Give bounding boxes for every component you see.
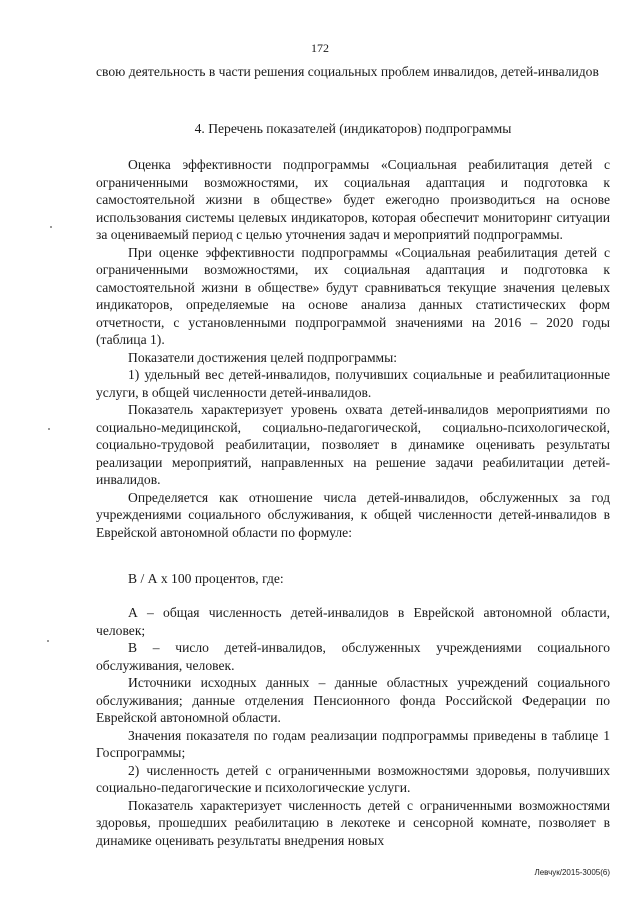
paragraph: Оценка эффективности подпрограммы «Социальная реабилитация детей с ограниченными возможностями, их социальная адаптация и подготовка к самостоятельной жизни в обществе» будет ежегодно производиться на основе использования системы целевых индикаторов, которая обеспечит мониторинг ситуации за оцениваемый период с целью уточнения задач и мероприятий подпрограммы. <box>96 157 610 242</box>
paragraph: Показатель характеризует уровень охвата детей-инвалидов мероприятиями по социально-медицинской, социально-педагогической, социально-психологической, социально-трудовой реабилитации, позволяет в динамике оценивать результаты реализации мероприятий, направленных на решение задачи реабилитации детей-инвалидов. <box>96 402 610 487</box>
paragraph: При оценке эффективности подпрограммы «Социальная реабилитация детей с ограниченными возможностями, их социальная адаптация и подготовка к самостоятельной жизни в обществе» будут сравниваться текущие значения целевых индикаторов, определяемые на основе анализа данных статистических форм отчетности, с установленными подпрограммой значениями на 2016 – 2020 годы (таблица 1). <box>96 244 610 347</box>
section-title-block <box>96 120 610 138</box>
section-title: 4. Перечень показателей (индикаторов) подпрограммы <box>194 121 512 136</box>
paragraph: Показатели достижения целей подпрограммы: <box>128 349 398 365</box>
paragraph: 1) удельный вес детей-инвалидов, получивших социальные и реабилитационные услуги, в общей численности детей-инвалидов. <box>96 367 610 400</box>
definition: В – число детей-инвалидов, обслуженных учреждениями социального обслуживания, человек. <box>96 640 610 673</box>
body-text <box>96 156 610 541</box>
scan-mark <box>48 428 50 430</box>
definition: Значения показателя по годам реализации подпрограммы приведены в таблице 1 Госпрограммы; <box>96 727 610 760</box>
continuation-paragraph: свою деятельность в части решения социальных проблем инвалидов, детей-инвалидов <box>96 64 599 79</box>
definition: Источники исходных данных – данные областных учреждений социального обслуживания; данные отделения Пенсионного фонда Российской Федерации по Еврейской автономной области. <box>96 675 610 725</box>
continuation-text <box>96 63 610 81</box>
page-number: 172 <box>311 41 329 55</box>
scan-mark <box>47 640 49 642</box>
document-code: Левчук/2015-3005(6) <box>534 868 610 877</box>
scan-mark <box>50 226 52 228</box>
definitions-text <box>96 604 610 849</box>
formula-block <box>96 570 610 588</box>
definition: Показатель характеризует численность детей с ограниченными возможностями здоровья, прошедших реабилитацию в лекотеке и сенсорной комнате, позволяет в динамике оценивать результаты внедрения новых <box>96 797 610 848</box>
definition: А – общая численность детей-инвалидов в Еврейской автономной области, человек; <box>96 605 610 638</box>
definition: 2) численность детей с ограниченными возможностями здоровья, получивших социально-педагогические и психологические услуги. <box>96 762 610 795</box>
paragraph: Определяется как отношение числа детей-инвалидов, обслуженных за год учреждениями социального обслуживания, к общей численности детей-инвалидов в Еврейской автономной области по формуле: <box>96 489 610 540</box>
formula: В / А х 100 процентов, где: <box>128 571 284 586</box>
